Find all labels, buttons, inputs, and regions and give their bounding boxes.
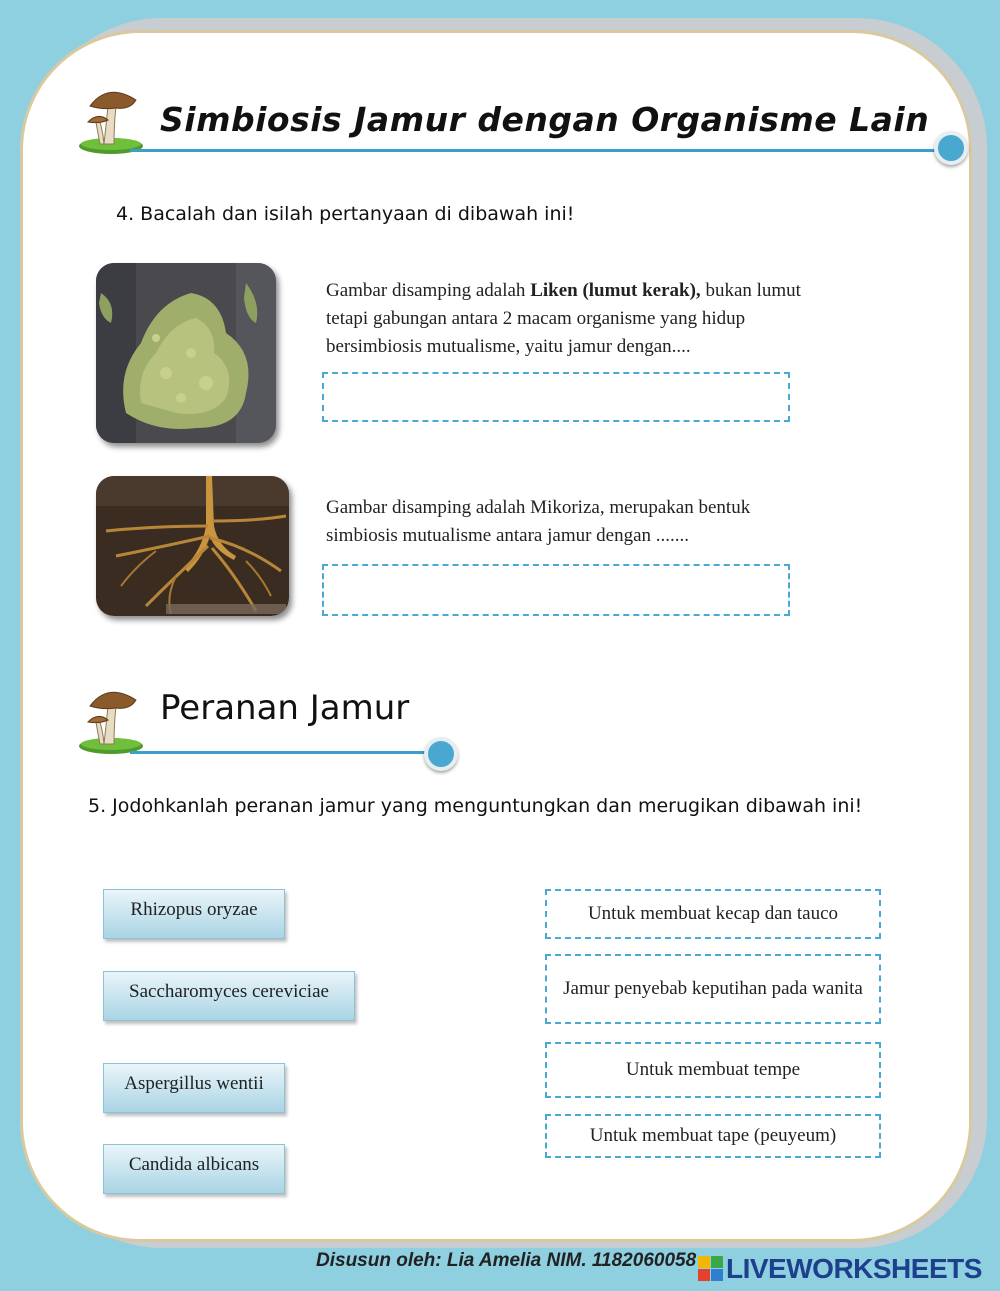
decorative-dot: [934, 131, 968, 165]
mycorrhiza-description: Gambar disamping adalah Mikoriza, merupakan bentuk simbiosis mutualisme antara jamur dengan .......: [326, 497, 751, 546]
lichen-bold-term: Liken (lumut kerak),: [530, 280, 701, 301]
fungus-aspergillus[interactable]: Aspergillus wentii: [103, 1063, 285, 1113]
mycorrhiza-photo: [96, 476, 289, 616]
liveworksheets-logo-icon: [698, 1256, 724, 1282]
mushroom-icon: [78, 84, 148, 156]
mushroom-icon: [78, 684, 148, 756]
role-tape[interactable]: Untuk membuat tape (peuyeum): [545, 1114, 881, 1158]
lichen-text-part: bukan lumut tetapi gabungan antara 2 macam organisme yang hidup bersimbiosis mutualisme, yaitu jamur dengan....: [326, 280, 801, 357]
lichen-description: [326, 277, 816, 361]
title-underline: [130, 751, 430, 754]
section-title-roles: Peranan Jamur: [160, 688, 410, 728]
question-4: 4. Bacalah dan isilah pertanyaan di dibawah ini!: [116, 203, 575, 225]
fungus-candida[interactable]: Candida albicans: [103, 1144, 285, 1194]
role-tempe[interactable]: Untuk membuat tempe: [545, 1042, 881, 1098]
lichen-answer-field[interactable]: [322, 372, 790, 422]
section-title-symbiosis: Simbiosis Jamur dengan Organisme Lain: [160, 100, 930, 139]
role-keputihan[interactable]: Jamur penyebab keputihan pada wanita: [545, 954, 881, 1024]
author-credit: Disusun oleh: Lia Amelia NIM. 1182060058: [316, 1250, 697, 1271]
lichen-photo: [96, 263, 276, 443]
decorative-dot: [424, 737, 458, 771]
liveworksheets-brand[interactable]: LIVEWORKSHEETS: [726, 1253, 982, 1284]
title-underline: [130, 149, 940, 152]
fungus-saccharomyces[interactable]: Saccharomyces cereviciae: [103, 971, 355, 1021]
role-kecap-tauco[interactable]: Untuk membuat kecap dan tauco: [545, 889, 881, 939]
fungus-rhizopus[interactable]: Rhizopus oryzae: [103, 889, 285, 939]
lichen-text-part: Gambar disamping adalah: [326, 280, 531, 301]
mycorrhiza-answer-field[interactable]: [322, 564, 790, 616]
question-5: 5. Jodohkanlah peranan jamur yang menguntungkan dan merugikan dibawah ini!: [88, 795, 863, 817]
